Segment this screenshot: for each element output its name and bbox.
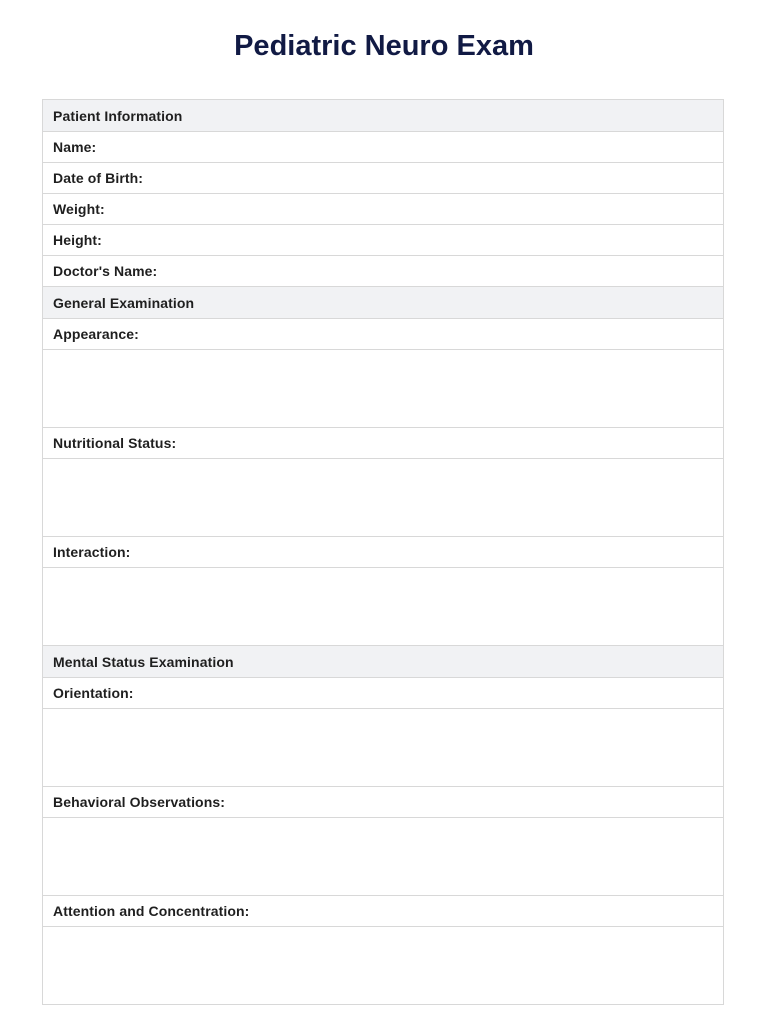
field-label-date-of-birth: Date of Birth:: [43, 163, 723, 194]
page-title: Pediatric Neuro Exam: [234, 30, 534, 62]
field-label-name: Name:: [43, 132, 723, 163]
field-label-height: Height:: [43, 225, 723, 256]
field-label-nutritional-status: Nutritional Status:: [43, 428, 723, 459]
field-label-orientation: Orientation:: [43, 678, 723, 709]
attention-and-concentration-entry-area[interactable]: [43, 927, 723, 1005]
behavioral-observations-entry-area[interactable]: [43, 818, 723, 896]
field-label-weight: Weight:: [43, 194, 723, 225]
section-header-mental-status-examination: Mental Status Examination: [43, 646, 723, 678]
section-header-general-examination: General Examination: [43, 287, 723, 319]
field-label-interaction: Interaction:: [43, 537, 723, 568]
section-header-patient-information: Patient Information: [43, 100, 723, 132]
interaction-entry-area[interactable]: [43, 568, 723, 646]
field-label-doctors-name: Doctor's Name:: [43, 256, 723, 287]
exam-form: [42, 99, 724, 1005]
field-label-appearance: Appearance:: [43, 319, 723, 350]
field-label-behavioral-observations: Behavioral Observations:: [43, 787, 723, 818]
orientation-entry-area[interactable]: [43, 709, 723, 787]
field-label-attention-and-concentration: Attention and Concentration:: [43, 896, 723, 927]
appearance-entry-area[interactable]: [43, 350, 723, 428]
nutritional-status-entry-area[interactable]: [43, 459, 723, 537]
